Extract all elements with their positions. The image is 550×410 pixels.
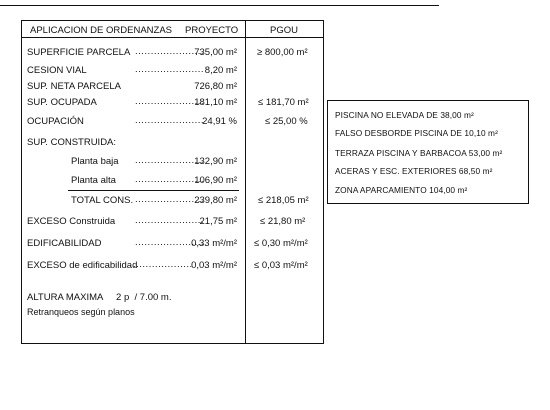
header-divider	[21, 37, 323, 38]
row-value-proyecto: 24,91 %	[202, 116, 237, 127]
row-label-cesion-vial: CESION VIAL	[27, 65, 87, 76]
row-value-pgou: ≤ 25,00 %	[265, 116, 308, 127]
row-value-pgou: ≤ 21,80 m²	[260, 216, 306, 227]
column-divider	[245, 20, 246, 343]
row-label-edificabilidad: EDIFICABILIDAD	[27, 238, 102, 249]
row-label-superficie-parcela: SUPERFICIE PARCELA	[27, 47, 131, 58]
altura-maxima: ALTURA MAXIMA 2 p / 7.00 m.	[27, 292, 172, 303]
extra-piscina: PISCINA NO ELEVADA DE 38,00 m²	[335, 110, 474, 120]
row-leader: ......................	[135, 194, 205, 205]
row-leader: ......................	[135, 96, 205, 107]
row-leader: ......................	[135, 215, 205, 226]
top-rule	[0, 5, 439, 6]
row-label-planta-baja: Planta baja	[71, 156, 119, 167]
column-header-proyecto: PROYECTO	[185, 25, 239, 36]
row-leader: ......................	[135, 64, 205, 75]
row-value-pgou: ≥ 800,00 m²	[257, 47, 308, 58]
row-value-proyecto: 735,00 m²	[194, 47, 237, 58]
row-label-sup-ocupada: SUP. OCUPADA	[27, 97, 97, 108]
row-value-proyecto: 21,75 m²	[199, 216, 237, 227]
row-label-exceso-construida: EXCESO Construida	[27, 216, 116, 227]
row-value-proyecto: 0,03 m²/m²	[191, 260, 237, 271]
row-leader: ......................	[135, 46, 205, 57]
row-leader: ......................	[135, 155, 205, 166]
row-value-proyecto: 239,80 m²	[194, 195, 237, 206]
total-rule	[68, 190, 239, 191]
row-value-proyecto: 726,80 m²	[194, 81, 237, 92]
extra-falso-desborde: FALSO DESBORDE PISCINA DE 10,10 m²	[335, 128, 498, 138]
row-value-pgou: ≤ 0,03 m²/m²	[254, 260, 308, 271]
row-leader: ......................	[135, 115, 205, 126]
row-value-proyecto: 0,33 m²/m²	[191, 238, 237, 249]
row-value-proyecto: 8,20 m²	[204, 65, 237, 76]
row-value-pgou: ≤ 0,30 m²/m²	[254, 238, 308, 249]
row-leader: ......................	[135, 237, 205, 248]
extra-zona-aparcamiento: ZONA APARCAMIENTO 104,00 m²	[335, 185, 468, 195]
row-label-exceso-edificabilidad: EXCESO de edificabilidad	[27, 260, 138, 271]
row-value-proyecto: 181,10 m²	[194, 97, 237, 108]
row-value-pgou: ≤ 218,05 m²	[258, 195, 309, 206]
retranqueos-note: Retranqueos según planos	[27, 307, 135, 317]
row-label-sup-construida: SUP. CONSTRUIDA:	[27, 137, 117, 148]
table-title: APLICACION DE ORDENANZAS	[30, 25, 172, 36]
row-value-proyecto: 106,90 m²	[194, 175, 237, 186]
row-label-planta-alta: Planta alta	[71, 175, 116, 186]
row-label-ocupacion: OCUPACIÓN	[27, 116, 84, 127]
row-value-proyecto: 132,90 m²	[194, 156, 237, 167]
row-label-sup-neta-parcela: SUP. NETA PARCELA	[27, 81, 121, 92]
column-header-pgou: PGOU	[270, 25, 298, 36]
row-value-pgou: ≤ 181,70 m²	[258, 97, 309, 108]
row-leader: ...................	[133, 259, 193, 270]
extra-aceras: ACERAS Y ESC. EXTERIORES 68,50 m²	[335, 166, 493, 176]
row-leader: ......................	[135, 174, 205, 185]
row-label-total-cons: TOTAL CONS.	[71, 195, 134, 206]
extra-terraza: TERRAZA PISCINA Y BARBACOA 53,00 m²	[335, 148, 503, 158]
